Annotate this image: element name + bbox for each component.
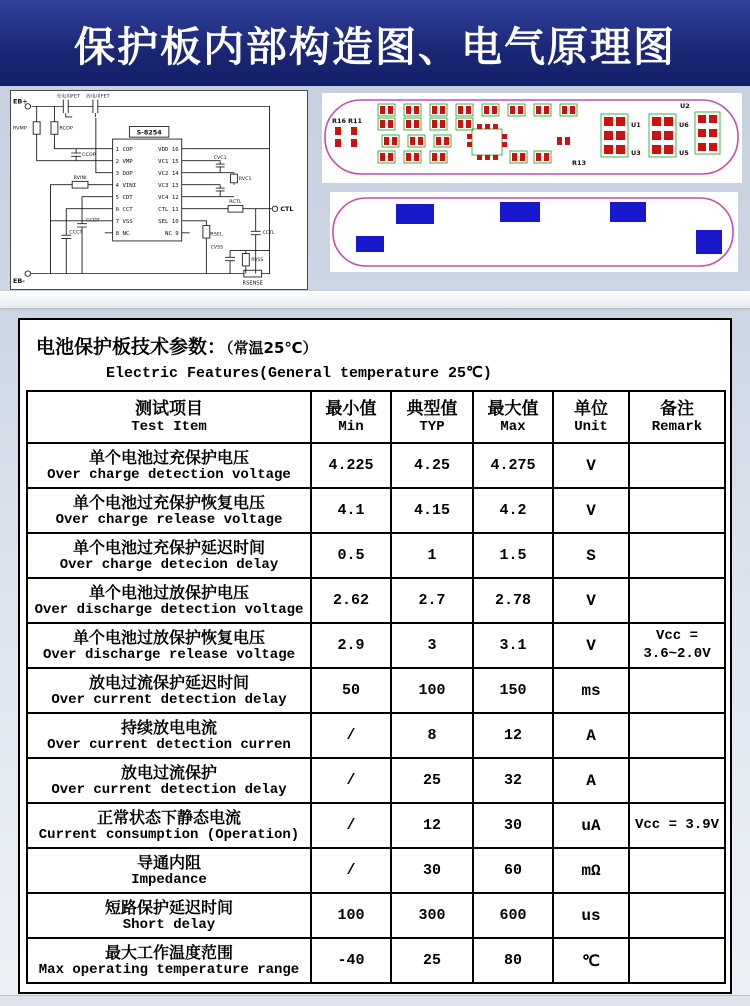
table-row xyxy=(27,938,725,983)
resistor-symbol xyxy=(203,226,210,238)
min-value: -40 xyxy=(311,938,391,983)
unit-value: uA xyxy=(553,803,629,848)
test-item-name-cn: 放电过流保护延迟时间 xyxy=(88,672,249,692)
pin-stubs-left xyxy=(105,149,113,233)
typ-value: 8 xyxy=(391,713,473,758)
pin-label: VC3 13 xyxy=(158,182,179,189)
pin-label: VDD 16 xyxy=(158,146,179,153)
unit-value: S xyxy=(553,533,629,578)
typ-value: 25 xyxy=(391,938,473,983)
section-divider xyxy=(0,291,750,308)
battery-neg-terminal xyxy=(25,271,31,276)
test-item-name-en: Over discharge release voltage xyxy=(42,647,296,664)
remark-value xyxy=(629,533,725,578)
component-label-ccdt: CCDT xyxy=(85,217,100,224)
pin-label: 2 VMP xyxy=(115,158,133,165)
test-item-name-cn: 单个电池过充保护延迟时间 xyxy=(72,537,265,557)
test-item-name-cn: 单个电池过放保护恢复电压 xyxy=(72,627,265,647)
silkscreen-label-r16: R16 xyxy=(332,117,347,125)
table-row xyxy=(27,623,725,668)
unit-value: V xyxy=(553,578,629,623)
max-value: 150 xyxy=(473,668,553,713)
ctl-terminal xyxy=(272,206,278,211)
terminal-pos-label: EB+ xyxy=(12,98,28,106)
silkscreen-label-u6: U6 xyxy=(679,121,689,129)
table-row xyxy=(27,803,725,848)
test-item-cell xyxy=(27,803,311,848)
capacitor-symbol xyxy=(251,209,264,274)
min-value: 100 xyxy=(311,893,391,938)
ic-body xyxy=(113,139,182,241)
capacitor-symbol xyxy=(71,149,81,161)
schematic-diagram xyxy=(10,90,308,290)
unit-value: ℃ xyxy=(553,938,629,983)
unit-value: V xyxy=(553,488,629,533)
test-item-name-cn: 放电过流保护 xyxy=(120,762,217,782)
col-header-remark: 备注 Remark xyxy=(629,391,725,443)
table-row xyxy=(27,668,725,713)
test-item-cell xyxy=(27,533,311,578)
unit-value: V xyxy=(553,443,629,488)
page-bottom-strip xyxy=(0,995,750,1006)
test-item-cell xyxy=(27,488,311,533)
spec-table xyxy=(26,390,726,984)
pcb-top-image xyxy=(322,93,742,183)
silkscreen-label-u5: U5 xyxy=(679,149,689,157)
test-item-name-en: Over discharge detection voltage xyxy=(34,602,304,619)
typ-value: 1 xyxy=(391,533,473,578)
typ-value: 25 xyxy=(391,758,473,803)
typ-value: 300 xyxy=(391,893,473,938)
test-item-name-en: Short delay xyxy=(122,917,216,934)
pin-label: 1 COP xyxy=(115,146,133,153)
test-item-name-en: Over charge release voltage xyxy=(55,512,283,529)
test-item-name-cn: 持续放电电流 xyxy=(120,717,217,737)
wire xyxy=(190,149,270,197)
silkscreen-label-u1: U1 xyxy=(631,121,641,129)
capacitor-symbol xyxy=(216,161,225,173)
component-label-rcop: RCOP xyxy=(59,125,73,132)
test-item-name-en: Current consumption (Operation) xyxy=(38,827,300,844)
charge-fet-label: 充电用FET xyxy=(56,93,81,100)
component-label-cvc1: CVC1 xyxy=(213,155,227,161)
table-row xyxy=(27,893,725,938)
pcb-top-svg xyxy=(322,93,742,183)
spec-title xyxy=(26,330,724,361)
component-label-rvini: RVINI xyxy=(73,174,87,181)
max-value: 12 xyxy=(473,713,553,758)
table-row xyxy=(27,443,725,488)
unit-value: mΩ xyxy=(553,848,629,893)
test-item-name-cn: 导通内阻 xyxy=(136,852,201,872)
test-item-name-en: Over current detection curren xyxy=(47,737,291,754)
test-item-name-cn: 单个电池过放保护电压 xyxy=(88,582,249,602)
min-value: 2.62 xyxy=(311,578,391,623)
test-item-name-en: Over charge detecion delay xyxy=(59,557,279,574)
test-item-cell xyxy=(27,443,311,488)
col-header-test-item: 测试项目 Test Item xyxy=(27,391,311,443)
silkscreen-label-u3: U3 xyxy=(631,149,641,157)
spec-title-en: Electric Features(General temperature 25℃) xyxy=(106,365,492,382)
component-label-rctl: RCTL xyxy=(229,199,242,205)
pin-label: 3 DOP xyxy=(115,170,133,177)
test-item-name-cn: 单个电池过充保护恢复电压 xyxy=(72,492,265,512)
min-value: / xyxy=(311,758,391,803)
test-item-name-cn: 单个电池过充保护电压 xyxy=(88,447,249,467)
col-header-unit: 单位 Unit xyxy=(553,391,629,443)
typ-value: 100 xyxy=(391,668,473,713)
test-item-name-en: Max operating temperature range xyxy=(38,962,300,979)
resistor-symbol xyxy=(231,174,238,183)
col-header-max: 最大值 Max xyxy=(473,391,553,443)
unit-value: A xyxy=(553,713,629,758)
resistor-symbol xyxy=(228,205,243,212)
pin-label: 6 CCT xyxy=(115,206,133,213)
resistor-symbol xyxy=(72,181,88,188)
pcb-bottom-image xyxy=(330,192,738,272)
table-row xyxy=(27,488,725,533)
remark-value xyxy=(629,578,725,623)
test-item-name-cn: 正常状态下静态电流 xyxy=(96,807,241,827)
max-value: 4.2 xyxy=(473,488,553,533)
remark-value xyxy=(629,668,725,713)
resistor-symbol xyxy=(244,270,262,277)
capacitor-symbol xyxy=(216,185,225,197)
pin-label: VC1 15 xyxy=(158,158,179,165)
page-header xyxy=(0,0,750,86)
discharge-fet-label: 放电用FET xyxy=(85,93,110,100)
remark-value xyxy=(629,893,725,938)
silkscreen-label-r11: R11 xyxy=(348,117,363,125)
max-value: 600 xyxy=(473,893,553,938)
typ-value: 4.15 xyxy=(391,488,473,533)
typ-value: 2.7 xyxy=(391,578,473,623)
ctl-output-label: CTL xyxy=(280,206,294,214)
min-value: 2.9 xyxy=(311,623,391,668)
remark-value xyxy=(629,443,725,488)
page-title: 保护板内部构造图、电气原理图 xyxy=(74,22,676,71)
unit-value: ms xyxy=(553,668,629,713)
wire xyxy=(190,221,207,274)
min-value: 50 xyxy=(311,668,391,713)
test-item-cell xyxy=(27,938,311,983)
schematic-svg xyxy=(11,91,307,289)
col-header-typ: 典型值 TYP xyxy=(391,391,473,443)
remark-value xyxy=(629,848,725,893)
remark-value: Vcc = 3.6~2.0V xyxy=(629,623,725,668)
pin-label: VC4 12 xyxy=(158,194,179,201)
max-value: 1.5 xyxy=(473,533,553,578)
typ-value: 4.25 xyxy=(391,443,473,488)
min-value: 4.225 xyxy=(311,443,391,488)
resistor-symbol xyxy=(242,253,249,265)
typ-value: 12 xyxy=(391,803,473,848)
max-value: 4.275 xyxy=(473,443,553,488)
spec-title-note: （常温25℃） xyxy=(226,339,318,357)
component-label-cvss: CVSS xyxy=(210,245,224,251)
component-label-cctl: CCTL xyxy=(262,231,275,237)
component-label-rvss: RVSS xyxy=(251,258,264,264)
pcb-bottom-svg xyxy=(330,192,738,272)
pin-label: VC2 14 xyxy=(158,170,179,177)
pin-label: 8 NC xyxy=(115,230,130,237)
min-value: / xyxy=(311,848,391,893)
min-value: 4.1 xyxy=(311,488,391,533)
pin-label: NC 9 xyxy=(165,230,179,237)
resistor-symbol xyxy=(33,122,40,134)
typ-value: 3 xyxy=(391,623,473,668)
remark-value xyxy=(629,758,725,803)
max-value: 60 xyxy=(473,848,553,893)
pin-label: CTL 11 xyxy=(158,206,179,213)
typ-value: 30 xyxy=(391,848,473,893)
test-item-cell xyxy=(27,668,311,713)
unit-value: V xyxy=(553,623,629,668)
table-row xyxy=(27,533,725,578)
max-value: 3.1 xyxy=(473,623,553,668)
unit-value: us xyxy=(553,893,629,938)
mosfet-symbol xyxy=(89,100,107,117)
test-item-cell xyxy=(27,893,311,938)
spec-panel xyxy=(18,318,732,994)
min-value: / xyxy=(311,803,391,848)
remark-value xyxy=(629,488,725,533)
ic-name-label: S-8254 xyxy=(136,129,162,137)
pin-label: 5 CDT xyxy=(115,194,133,201)
table-row xyxy=(27,758,725,803)
silkscreen-label-r13: R13 xyxy=(572,159,587,167)
test-item-name-en: Impedance xyxy=(131,872,207,889)
table-row xyxy=(27,578,725,623)
test-item-cell xyxy=(27,758,311,803)
remark-value xyxy=(629,938,725,983)
table-row xyxy=(27,848,725,893)
col-header-min: 最小值 Min xyxy=(311,391,391,443)
max-value: 2.78 xyxy=(473,578,553,623)
resistor-symbol xyxy=(51,122,58,134)
component-label-ccop: CCOP xyxy=(82,151,96,158)
component-label-rvc1: RVC1 xyxy=(238,176,252,182)
test-item-cell xyxy=(27,578,311,623)
max-value: 32 xyxy=(473,758,553,803)
mosfet-symbol xyxy=(59,100,77,117)
remark-value: Vcc = 3.9V xyxy=(629,803,725,848)
test-item-cell xyxy=(27,623,311,668)
test-item-cell xyxy=(27,713,311,758)
table-row xyxy=(27,713,725,758)
pin-label: 4 VINI xyxy=(115,182,137,189)
component-label-ccct: CCCT xyxy=(69,229,83,236)
max-value: 30 xyxy=(473,803,553,848)
test-item-name-cn: 最大工作温度范围 xyxy=(104,942,233,962)
wire xyxy=(96,118,105,173)
spec-title-cn: 电池保护板技术参数： xyxy=(36,336,227,358)
terminal-neg-label: EB- xyxy=(12,278,25,286)
unit-value: A xyxy=(553,758,629,803)
pin-label: SEL 10 xyxy=(158,218,179,225)
remark-value xyxy=(629,713,725,758)
pin-label: 7 VSS xyxy=(115,218,133,225)
component-label-rsel: RSEL xyxy=(210,231,223,238)
component-label-rvmp: RVMP xyxy=(12,125,27,132)
test-item-name-en: Over current detection delay xyxy=(51,782,287,799)
test-item-name-cn: 短路保护延迟时间 xyxy=(104,897,233,917)
max-value: 80 xyxy=(473,938,553,983)
min-value: / xyxy=(311,713,391,758)
test-item-name-en: Over charge detection voltage xyxy=(47,467,291,484)
component-label-rsense: RSENSE xyxy=(242,280,263,287)
silkscreen-label-u2: U2 xyxy=(680,102,690,110)
min-value: 0.5 xyxy=(311,533,391,578)
table-header-row xyxy=(27,391,725,443)
test-item-name-en: Over current detection delay xyxy=(51,692,287,709)
pin-stubs-right xyxy=(182,149,190,233)
test-item-cell xyxy=(27,848,311,893)
